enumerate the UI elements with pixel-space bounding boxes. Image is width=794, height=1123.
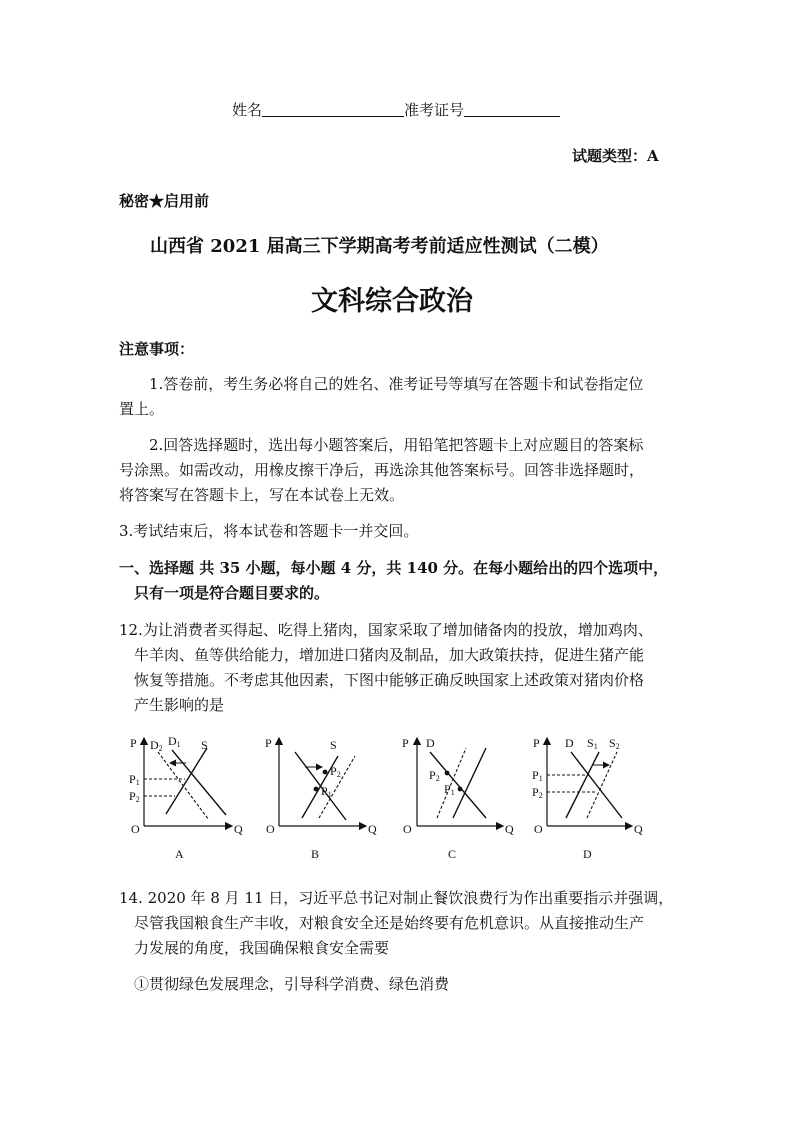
graph-c — [402, 736, 514, 861]
graph-b-p-label: P — [265, 736, 272, 750]
graph-c-caption: C — [448, 847, 457, 861]
graph-a-d1-label: D1 — [168, 734, 181, 749]
graph-a-origin: O — [131, 822, 140, 836]
graph-b — [265, 736, 377, 861]
graph-d-p-label: P — [533, 736, 540, 750]
graph-b-q-label: Q — [368, 822, 377, 836]
q14-line-3: 力发展的角度，我国确保粮食安全需要 — [134, 939, 390, 957]
graph-b-p1-label: P1 — [321, 784, 332, 799]
note-3: 3.考试结束后，将本试卷和答题卡一并交回。 — [119, 522, 419, 540]
q12-line-2: 牛羊肉、鱼等供给能力，增加进口猪肉及制品，加大政策扶持，促进生猪产能 — [134, 646, 645, 664]
graph-d-s2-curve — [587, 752, 617, 818]
graph-c-p1-label: P1 — [444, 782, 455, 797]
note-2-line-2: 号涂黑。如需改动，用橡皮擦干净后，再选涂其他答案标号。回答非选择题时， — [119, 461, 645, 479]
graph-a-q-label: Q — [234, 822, 243, 836]
graph-d — [532, 736, 643, 861]
graph-b-p2-label: P2 — [330, 764, 341, 779]
graph-b-origin: O — [266, 822, 275, 836]
q14-option-1: ①贯彻绿色发展理念，引导科学消费、绿色消费 — [134, 975, 450, 993]
note-2-line-3: 将答案写在答题卡上，写在本试卷上无效。 — [119, 486, 405, 504]
section-1-line-2: 只有一项是符合题目要求的。 — [134, 584, 330, 602]
section-1-line-1: 一、选择题 共 35 小题，每小题 4 分，共 140 分。在每小题给出的四个选项中， — [119, 559, 669, 577]
graph-a-s-curve — [166, 748, 207, 814]
graph-a — [129, 734, 243, 861]
graph-d-d-curve — [571, 752, 622, 818]
graph-b-caption: B — [311, 847, 320, 861]
graph-a-p-label: P — [130, 736, 137, 750]
subject-title: 文科综合政治 — [311, 286, 473, 317]
graph-c-p2-label: P2 — [429, 768, 440, 783]
graph-d-p2-label: P2 — [532, 785, 543, 800]
paper-type: 试题类型：A — [572, 147, 659, 165]
graph-d-s2-label: S2 — [609, 736, 620, 751]
name-label: 姓名 — [232, 101, 263, 119]
graph-c-q-label: Q — [505, 822, 514, 836]
graph-c-s-curve — [453, 748, 486, 818]
graph-c-p-label: P — [402, 736, 409, 750]
graph-a-caption: A — [175, 847, 184, 861]
graph-c-s-dashed-curve — [437, 748, 466, 818]
graph-a-p1-label: P1 — [129, 772, 140, 787]
graph-c-d-label: D — [426, 736, 435, 750]
graph-c-origin: O — [403, 822, 412, 836]
secret-notice: 秘密★启用前 — [119, 192, 210, 210]
q12-line-3: 恢复等措施。不考虑其他因素，下图中能够正确反映国家上述政策对猪肉价格 — [134, 671, 645, 689]
notes-heading: 注意事项： — [119, 340, 195, 358]
graph-d-q-label: Q — [634, 822, 643, 836]
graph-d-s1-label: S1 — [587, 736, 598, 751]
graph-c-point-p1 — [458, 787, 463, 792]
graph-d-p1-label: P1 — [532, 768, 543, 783]
note-2-line-1: 2.回答选择题时，选出每小题答案后，用铅笔把答题卡上对应题目的答案标 — [149, 436, 644, 454]
graph-a-p2-label: P2 — [129, 789, 140, 804]
graph-d-s1-curve — [566, 752, 599, 818]
q12-line-1: 12.为让消费者买得起、吃得上猪肉，国家采取了增加储备肉的投放，增加鸡肉、 — [119, 621, 653, 639]
exam-title: 山西省 2021 届高三下学期高考考前适应性测试（二模） — [150, 236, 609, 257]
graph-d-caption: D — [583, 847, 592, 861]
graph-b-point-p1 — [314, 787, 319, 792]
note-1-line-1: 1.答卷前，考生务必将自己的姓名、准考证号等填写在答题卡和试卷指定位 — [149, 375, 644, 393]
q14-line-1: 14. 2020 年 8 月 11 日，习近平总书记对制止餐饮浪费行为作出重要指示并强调， — [119, 889, 674, 907]
graph-d-d-label: D — [565, 736, 574, 750]
graph-a-d2-label: D2 — [150, 738, 163, 753]
note-1-line-2: 置上。 — [119, 400, 165, 418]
graph-b-point-p2 — [323, 770, 328, 775]
q12-line-4: 产生影响的是 — [134, 696, 225, 714]
graph-b-s-label: S — [330, 738, 337, 752]
q14-line-2: 尽管我国粮食生产丰收，对粮食安全还是始终要有危机意识。从直接推动生产 — [134, 914, 645, 932]
graph-a-s-label: S — [201, 738, 208, 752]
graph-d-origin: O — [534, 822, 543, 836]
exam-number-label: 准考证号 — [404, 101, 465, 119]
graph-c-point-p2 — [445, 771, 450, 776]
